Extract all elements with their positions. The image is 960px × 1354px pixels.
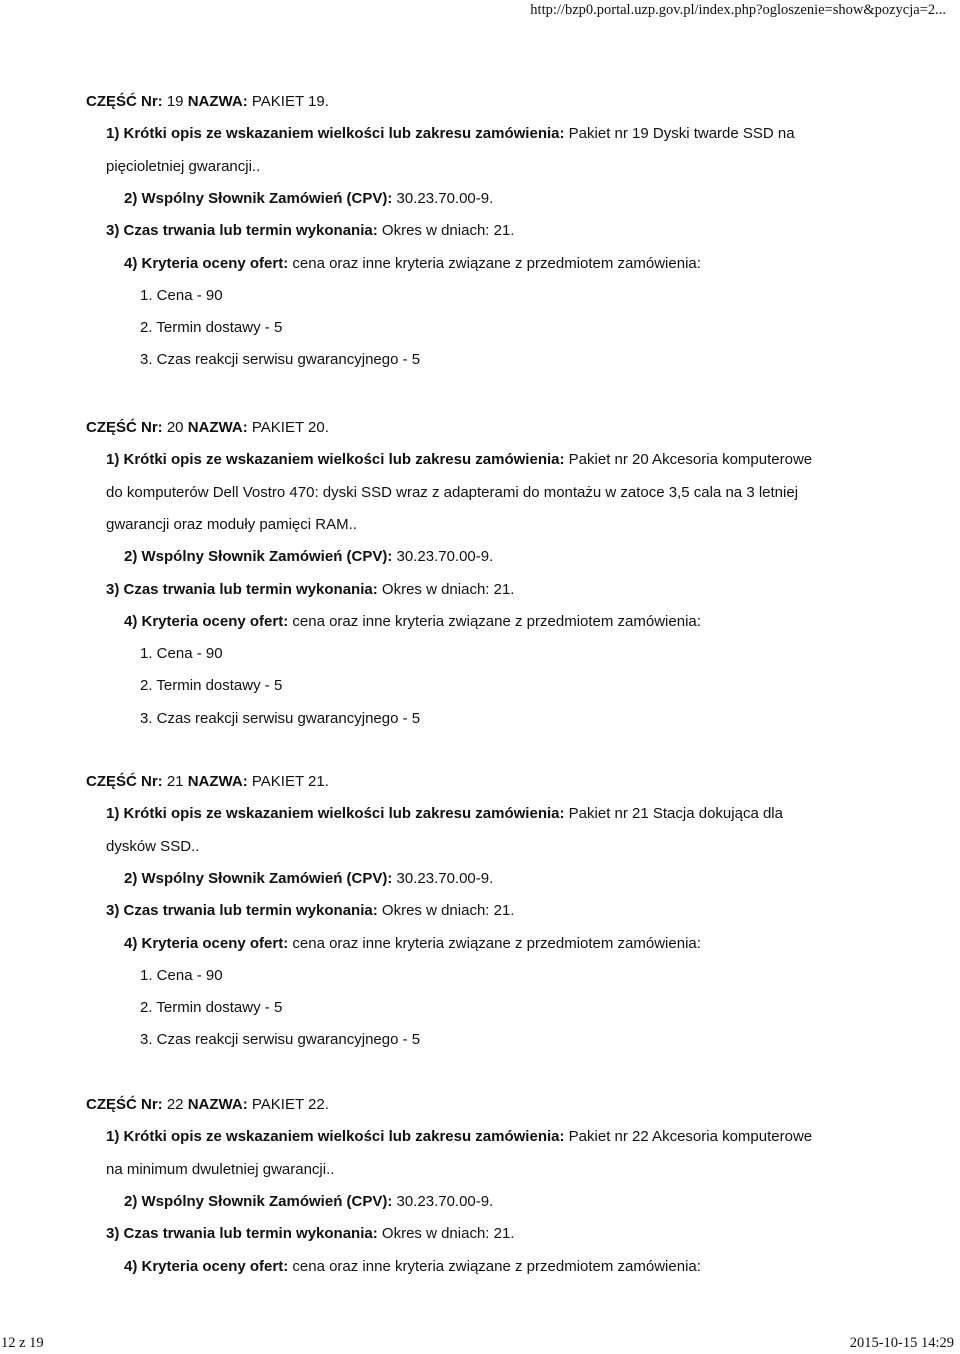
criterion-item [140,710,420,728]
criteria-line [124,935,701,953]
criterion-text: 1. Cena - 90 [140,286,223,304]
part-number: 21 [166,773,184,790]
description-text: dysków SSD.. [106,837,200,855]
description-text: pięcioletniej gwarancji.. [106,157,261,175]
page-url-header: http://bzp0.portal.uzp.gov.pl/index.php?ogloszenie=show&pozycja=2... [530,2,946,18]
criterion-text: 3. Czas reakcji serwisu gwarancyjnego - 5 [140,1031,421,1049]
description-label: 1) Krótki opis ze wskazaniem wielkości lub zakresu zamówienia: [106,125,565,143]
description-text: Pakiet nr 22 Akcesoria komputerowe [568,1128,813,1146]
description-line [106,1161,334,1179]
duration-value: Okres w dniach: 21. [381,902,515,920]
description-line [106,838,199,856]
part-heading [86,1096,329,1114]
criterion-text: 1. Cena - 90 [140,966,223,984]
description-line [106,805,783,823]
part-name: PAKIET 21. [251,773,329,790]
cpv-label: 2) Wspólny Słownik Zamówień (CPV): [124,1192,393,1210]
cpv-line [124,548,493,566]
criterion-text: 1. Cena - 90 [140,645,223,663]
criteria-label: 4) Kryteria oceny ofert: [124,612,289,630]
part-heading [86,419,329,437]
part-name: PAKIET 20. [251,419,329,436]
description-text: Pakiet nr 21 Stacja dokująca dla [568,805,783,823]
cpv-label: 2) Wspólny Słownik Zamówień (CPV): [124,869,393,887]
criterion-text: 2. Termin dostawy - 5 [140,999,283,1017]
description-line [106,451,812,469]
criteria-text: cena oraz inne kryteria związane z przedmiotem zamówienia: [292,612,701,630]
part-number: 22 [166,1096,184,1113]
description-text: do komputerów Dell Vostro 470: dyski SSD wraz z adapterami do montażu w zatoce 3,5 cala na 3 letniej [106,483,799,501]
part-heading [86,93,329,111]
description-text: Pakiet nr 20 Akcesoria komputerowe [568,451,813,469]
criterion-item [140,1031,420,1049]
criteria-label: 4) Kryteria oceny ofert: [124,254,289,272]
description-text: na minimum dwuletniej gwarancji.. [106,1160,335,1178]
description-text: Pakiet nr 19 Dyski twarde SSD na [568,125,795,143]
duration-label: 3) Czas trwania lub termin wykonania: [106,580,378,598]
cpv-line [124,190,493,208]
description-label: 1) Krótki opis ze wskazaniem wielkości lub zakresu zamówienia: [106,451,565,469]
part-number-label: CZĘŚĆ Nr: [86,1096,163,1113]
cpv-label: 2) Wspólny Słownik Zamówień (CPV): [124,189,393,207]
criterion-text: 3. Czas reakcji serwisu gwarancyjnego - 5 [140,709,421,727]
duration-label: 3) Czas trwania lub termin wykonania: [106,902,378,920]
part-number-label: CZĘŚĆ Nr: [86,93,163,110]
duration-line [106,1225,514,1243]
description-line [106,516,357,534]
criterion-item [140,677,282,695]
part-name-label: NAZWA: [187,1096,248,1113]
cpv-line [124,1193,493,1211]
description-line [106,484,798,502]
part-number: 19 [166,93,184,110]
description-line [106,125,795,143]
part-name: PAKIET 19. [251,93,329,110]
part-name-label: NAZWA: [187,93,248,110]
cpv-code: 30.23.70.00-9. [396,869,494,887]
part-number: 20 [166,419,184,436]
criterion-item [140,287,223,305]
duration-value: Okres w dniach: 21. [381,222,515,240]
criterion-item [140,351,420,369]
print-datetime-footer: 2015-10-15 14:29 [849,1335,954,1351]
duration-value: Okres w dniach: 21. [381,1225,515,1243]
criterion-item [140,967,223,985]
page-number-footer: 12 z 19 [1,1335,44,1351]
part-name-label: NAZWA: [187,419,248,436]
cpv-line [124,870,493,888]
cpv-code: 30.23.70.00-9. [396,1192,494,1210]
part-number-label: CZĘŚĆ Nr: [86,773,163,790]
part-number-label: CZĘŚĆ Nr: [86,419,163,436]
criterion-text: 2. Termin dostawy - 5 [140,677,283,695]
criteria-label: 4) Kryteria oceny ofert: [124,1257,289,1275]
criteria-text: cena oraz inne kryteria związane z przedmiotem zamówienia: [292,1257,701,1275]
criterion-item [140,645,223,663]
description-label: 1) Krótki opis ze wskazaniem wielkości lub zakresu zamówienia: [106,805,565,823]
part-name-label: NAZWA: [187,773,248,790]
criteria-line [124,255,701,273]
duration-label: 3) Czas trwania lub termin wykonania: [106,1225,378,1243]
duration-line [106,581,514,599]
description-line [106,158,260,176]
description-text: gwarancji oraz moduły pamięci RAM.. [106,515,357,533]
criteria-label: 4) Kryteria oceny ofert: [124,934,289,952]
cpv-code: 30.23.70.00-9. [396,548,494,566]
part-name: PAKIET 22. [251,1096,329,1113]
duration-line [106,902,514,920]
criteria-text: cena oraz inne kryteria związane z przedmiotem zamówienia: [292,934,701,952]
criterion-text: 2. Termin dostawy - 5 [140,319,283,337]
cpv-label: 2) Wspólny Słownik Zamówień (CPV): [124,548,393,566]
criteria-line [124,1258,701,1276]
description-label: 1) Krótki opis ze wskazaniem wielkości lub zakresu zamówienia: [106,1128,565,1146]
criterion-item [140,319,282,337]
criteria-text: cena oraz inne kryteria związane z przedmiotem zamówienia: [292,254,701,272]
criterion-text: 3. Czas reakcji serwisu gwarancyjnego - 5 [140,351,421,369]
description-line [106,1128,812,1146]
cpv-code: 30.23.70.00-9. [396,189,494,207]
duration-value: Okres w dniach: 21. [381,580,515,598]
criteria-line [124,613,701,631]
duration-line [106,222,514,240]
part-heading [86,773,329,791]
duration-label: 3) Czas trwania lub termin wykonania: [106,222,378,240]
criterion-item [140,999,282,1017]
